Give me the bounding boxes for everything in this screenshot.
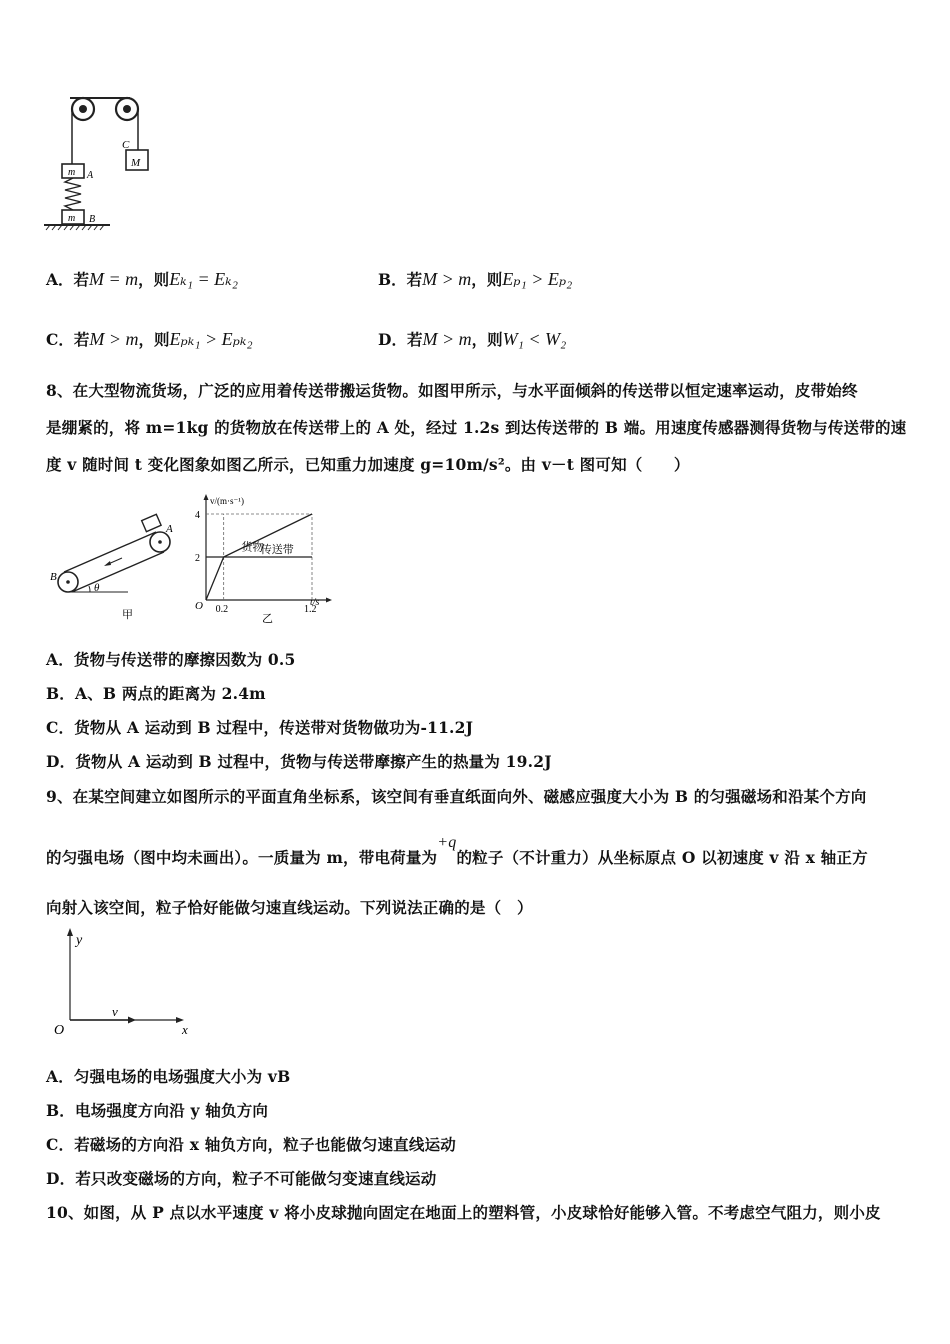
q8-stem-line-2: 是绷紧的，将 m=1kg 的货物放在传送带上的 A 处，经过 1.2s 到达传送带的 B 端。用速度传感器测得货物与传送带的速 [46, 418, 907, 437]
q7-option-d[interactable] [378, 328, 566, 350]
label-x: x [182, 1022, 188, 1037]
series-label-0: 货物 [241, 541, 264, 554]
q7-option-b[interactable] [378, 268, 572, 290]
label-theta: θ [94, 582, 100, 594]
series-label-1: 传送带 [260, 544, 294, 556]
q8-stem-line-1: 8、在大型物流货场，广泛的应用着传送带搬运货物。如图甲所示，与水平面倾斜的传送带以恒定速率运动，皮带始终 [46, 381, 858, 400]
label-B: B [89, 214, 96, 225]
q9-option-b[interactable]: B．电场强度方向沿 y 轴负方向 [46, 1101, 269, 1120]
q7-c-cond: M > m [89, 329, 139, 349]
q7-b-mid: ，则 [471, 270, 503, 289]
q9-stem-line-2a: 的匀强电场（图中均未画出）。一质量为 m，带电荷量为 [46, 848, 438, 867]
q9-charge-symbol: +q [437, 834, 457, 851]
label-O: O [54, 1023, 65, 1038]
origin-label: O [195, 600, 203, 612]
vt-chart [192, 492, 342, 624]
label-v: v [112, 1004, 118, 1019]
label-y: y [76, 933, 83, 948]
label-C: C [122, 139, 130, 151]
q7-option-c[interactable] [46, 328, 253, 350]
conveyor-figure [44, 510, 184, 622]
q9-stem-line-1: 9、在某空间建立如图所示的平面直角坐标系，该空间有垂直纸面向外、磁感应强度大小为 B 的匀强磁场和沿某个方向 [46, 787, 867, 806]
pulley-figure [40, 92, 160, 240]
y-tick-label-2: 2 [195, 553, 200, 564]
label-m-top: m [68, 167, 76, 178]
label-conveyor-A: A [166, 523, 173, 535]
q9-option-c[interactable]: C．若磁场的方向沿 x 轴负方向，粒子也能做匀速直线运动 [46, 1135, 456, 1154]
q7-d-mid: ，则 [471, 330, 503, 349]
q7-a-mid: ，则 [138, 270, 170, 289]
q8-option-b[interactable]: B．A、B 两点的距离为 2.4m [46, 684, 266, 703]
q7-a-cond: M = m [89, 269, 139, 289]
coordinate-figure [44, 924, 204, 1040]
label-M: M [131, 157, 141, 169]
x-axis-label: t/s [310, 597, 320, 608]
q7-b-res: Eₚ₁ > Eₚ₂ [502, 269, 573, 289]
q7-a-res: Eₖ₁ = Eₖ₂ [169, 269, 238, 289]
q8-option-c[interactable]: C．货物从 A 运动到 B 过程中，传送带对货物做功为-11.2J [46, 718, 474, 737]
label-conveyor-B: B [50, 571, 57, 583]
q7-a-prefix: A．若 [46, 270, 90, 289]
q7-b-cond: M > m [422, 269, 472, 289]
q7-d-prefix: D．若 [378, 330, 423, 349]
y-axis-label: v/(m·s⁻¹) [210, 496, 244, 506]
label-m-bot: m [68, 213, 76, 224]
y-tick-label-4: 4 [195, 510, 200, 521]
q7-d-res: W₁ < W₂ [502, 329, 567, 349]
q7-option-a[interactable] [46, 268, 238, 290]
q9-option-d[interactable]: D．若只改变磁场的方向，粒子不可能做匀变速直线运动 [46, 1169, 437, 1188]
q8-option-a[interactable]: A．货物与传送带的摩擦因数为 0.5 [46, 650, 296, 669]
q7-c-prefix: C．若 [46, 330, 90, 349]
q10-stem-line-1: 10、如图，从 P 点以水平速度 v 将小皮球抛向固定在地面上的塑料管，小皮球恰好能够入管。不考虑空气阻力，则小皮 [46, 1203, 881, 1222]
q7-c-mid: ，则 [138, 330, 170, 349]
x-tick-label-1.2: 1.2 [304, 604, 317, 615]
caption-jia: 甲 [122, 609, 133, 621]
q7-c-res: Eₚₖ₁ > Eₚₖ₂ [169, 329, 253, 349]
label-A: A [87, 170, 94, 181]
q9-option-a[interactable]: A．匀强电场的电场强度大小为 vB [46, 1067, 291, 1086]
caption-yi: 乙 [262, 613, 273, 624]
q7-b-prefix: B．若 [378, 270, 423, 289]
q9-stem-line-2 [46, 834, 868, 868]
q7-d-cond: M > m [422, 329, 472, 349]
q8-option-d[interactable]: D．货物从 A 运动到 B 过程中，货物与传送带摩擦产生的热量为 19.2J [46, 752, 552, 771]
q9-stem-line-2b: 的粒子（不计重力）从坐标原点 O 以初速度 v 沿 x 轴正方 [456, 848, 868, 867]
q9-stem-line-3: 向射入该空间，粒子恰好能做匀速直线运动。下列说法正确的是（ ） [46, 898, 533, 917]
q8-stem-line-3: 度 v 随时间 t 变化图象如图乙所示，已知重力加速度 g=10m/s²。由 v－t 图可知（ ） [46, 455, 690, 474]
x-tick-label-0.2: 0.2 [215, 604, 229, 615]
